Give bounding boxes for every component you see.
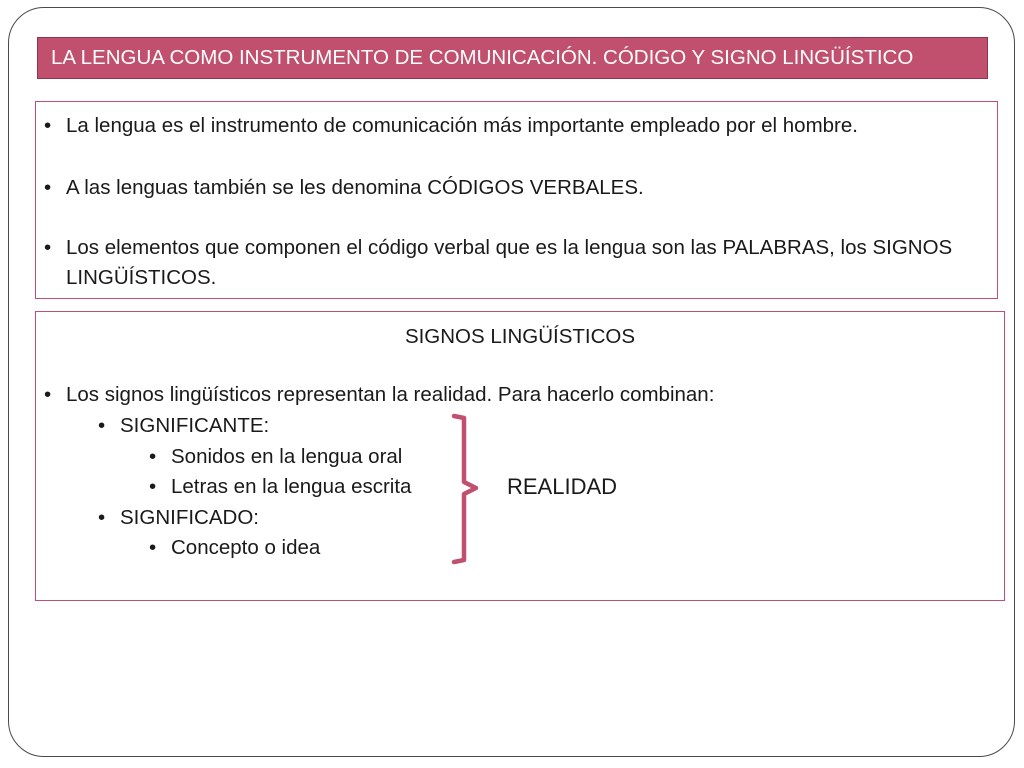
list-item	[44, 233, 979, 293]
signs-heading: SIGNOS LINGÜÍSTICOS	[404, 325, 636, 348]
signs-box	[35, 311, 1005, 601]
right-brace-icon	[446, 412, 486, 568]
significante-item	[98, 411, 498, 441]
intro-box	[35, 101, 998, 299]
list-item-text: Los signos lingüísticos representan la realidad. Para hacerlo combinan:	[66, 383, 715, 406]
bullet-icon: •	[149, 475, 157, 498]
list-item-text: La lengua es el instrumento de comunicación más importante empleado por el hombre.	[66, 114, 858, 137]
realidad-label: REALIDAD	[507, 474, 618, 499]
bullet-icon: •	[44, 114, 52, 137]
slide-title: LA LENGUA COMO INSTRUMENTO DE COMUNICACIÓN. CÓDIGO Y SIGNO LINGÜÍSTICO	[37, 37, 988, 79]
bullet-icon: •	[149, 536, 157, 559]
list-item-text: Concepto o idea	[171, 536, 321, 559]
list-item	[44, 380, 984, 410]
list-item-text: Sonidos en la lengua oral	[171, 445, 403, 468]
list-item-text: Los elementos que componen el código verbal que es la lengua son las PALABRAS, los SIGNOS LINGÜÍSTICOS.	[66, 236, 953, 289]
significado-label: SIGNIFICADO:	[120, 506, 259, 529]
significante-label: SIGNIFICANTE:	[120, 414, 270, 437]
list-item	[149, 472, 469, 502]
list-item-text: Letras en la lengua escrita	[171, 475, 412, 498]
list-item-text: A las lenguas también se les denomina CÓDIGOS VERBALES.	[66, 176, 644, 199]
significado-item	[98, 503, 498, 533]
bullet-icon: •	[98, 506, 106, 529]
bullet-icon: •	[44, 383, 52, 406]
list-item	[149, 442, 469, 472]
list-item	[149, 533, 469, 563]
bullet-icon: •	[44, 176, 52, 199]
list-item	[44, 173, 979, 203]
bullet-icon: •	[149, 445, 157, 468]
bullet-icon: •	[98, 414, 106, 437]
bullet-icon: •	[44, 236, 52, 259]
list-item	[44, 111, 979, 141]
